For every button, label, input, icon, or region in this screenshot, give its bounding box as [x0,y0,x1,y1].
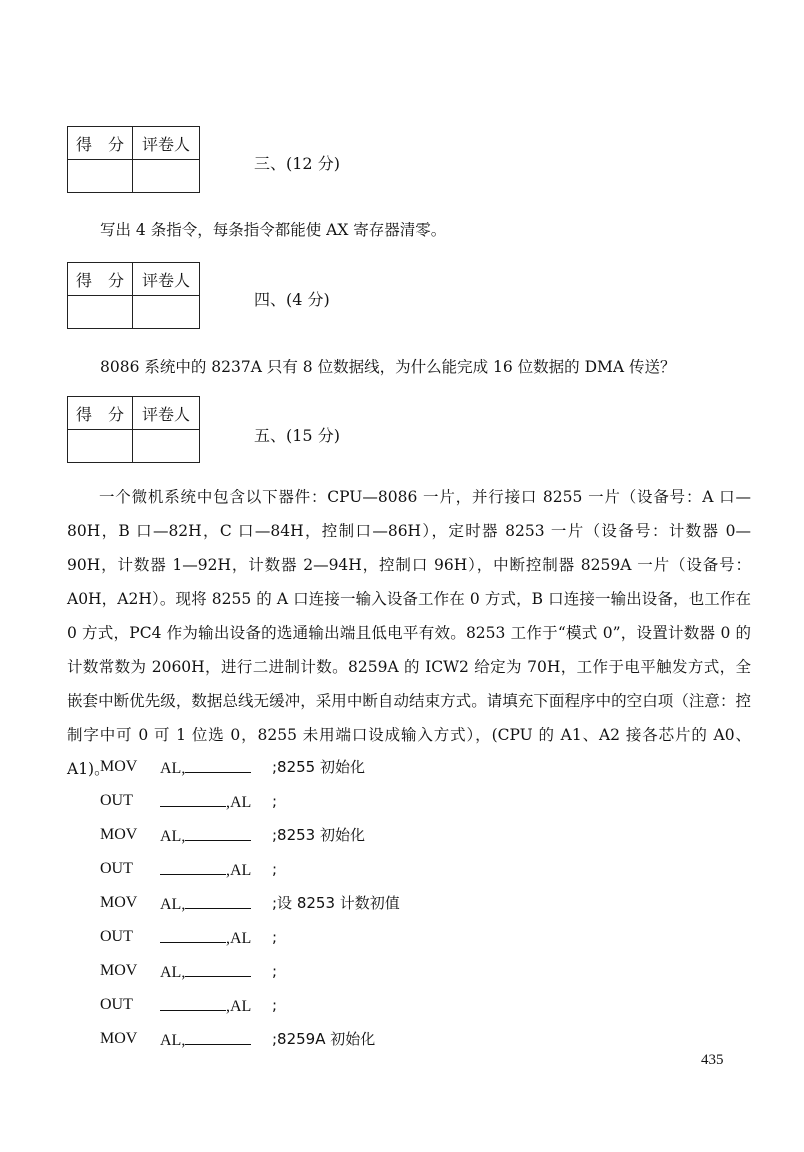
operand-prefix: AL, [160,760,186,777]
score-label: 得 分 [68,127,133,160]
comment: ;8259A 初始化 [272,1030,376,1048]
section-title-4: 四、(4 分) [254,290,330,309]
operand-prefix: AL, [160,964,186,981]
section-title-3: 三、(12 分) [254,154,340,173]
grader-cell[interactable] [133,160,200,193]
comment: ; [272,792,278,810]
question-3: 写出 4 条指令，每条指令都能使 AX 寄存器清零。 [100,221,447,239]
operand-suffix: ,AL [226,998,252,1015]
comment: ;设 8253 计数初值 [272,894,400,912]
score-label: 得 分 [68,263,133,296]
operand-prefix: AL, [160,828,186,845]
comment: ; [272,860,278,878]
operand [160,858,251,882]
score-box-5 [67,396,200,463]
score-box-4 [67,262,200,329]
score-label: 得 分 [68,397,133,430]
operand [160,790,251,814]
grader-cell[interactable] [133,296,200,329]
fill-in-blank[interactable] [185,756,251,773]
comment: ;8253 初始化 [272,826,365,844]
opcode: OUT [100,928,133,945]
fill-in-blank[interactable] [160,790,226,807]
opcode: MOV [100,894,138,911]
operand [160,756,251,780]
grader-label: 评卷人 [133,397,200,430]
fill-in-blank[interactable] [160,926,226,943]
operand-suffix: ,AL [226,930,252,947]
score-cell[interactable] [68,430,133,463]
fill-in-blank[interactable] [185,824,251,841]
opcode: OUT [100,860,133,877]
opcode: OUT [100,792,133,809]
comment: ; [272,928,278,946]
opcode: MOV [100,826,138,843]
operand-suffix: ,AL [226,862,252,879]
operand-suffix: ,AL [226,794,252,811]
opcode: OUT [100,996,133,1013]
opcode: MOV [100,1030,138,1047]
operand-prefix: AL, [160,896,186,913]
fill-in-blank[interactable] [185,892,251,909]
score-box-3 [67,126,200,193]
question-4: 8086 系统中的 8237A 只有 8 位数据线，为什么能完成 16 位数据的 DMA 传送？ [100,358,676,376]
score-cell[interactable] [68,296,133,329]
section-title-5: 五、(15 分) [254,426,340,445]
operand [160,926,251,950]
comment: ; [272,962,278,980]
fill-in-blank[interactable] [185,960,251,977]
opcode: MOV [100,962,138,979]
fill-in-blank[interactable] [160,858,226,875]
operand [160,994,251,1018]
fill-in-blank[interactable] [185,1028,251,1045]
operand [160,960,251,984]
opcode: MOV [100,758,138,775]
fill-in-blank[interactable] [160,994,226,1011]
comment: ; [272,996,278,1014]
operand [160,824,251,848]
comment: ;8255 初始化 [272,758,365,776]
question-5: 一个微机系统中包含以下器件：CPU—8086 一片，并行接口 8255 一片（设备号：A 口—80H，B 口—82H，C 口—84H，控制口—86H），定时器 8253 一片（设备号：计数器 0—90H，计数器 1—92H，计数器 2—94H，控制口 96H），中断控制器 8259A 一片（设备号：A0H，A2H）。现将 8255 的 A 口连接一输入设备工作在 0 方式，B 口连接一输出设备，也工作在 0 方式，PC4 作为输出设备的选通输出端且低电平有效。8253 工作于“模式 0”，设置计数器 0 的计数常数为 2060H，进行二进制计数。8259A 的 ICW2 给定为 70H，工作于电平触发方式，全嵌套中断优先级，数据总线无缓冲，采用中断自动结束方式。请填充下面程序中的空白项（注意：控制字中可 0 可 1 位选 0，8255 未用端口设成输入方式），(CPU 的 A1、A2 接各芯片的 A0、A1)。 [67,488,751,778]
operand [160,1028,251,1052]
grader-cell[interactable] [133,430,200,463]
operand-prefix: AL, [160,1032,186,1049]
page-number: 435 [701,1052,724,1068]
score-cell[interactable] [68,160,133,193]
grader-label: 评卷人 [133,127,200,160]
grader-label: 评卷人 [133,263,200,296]
operand [160,892,251,916]
